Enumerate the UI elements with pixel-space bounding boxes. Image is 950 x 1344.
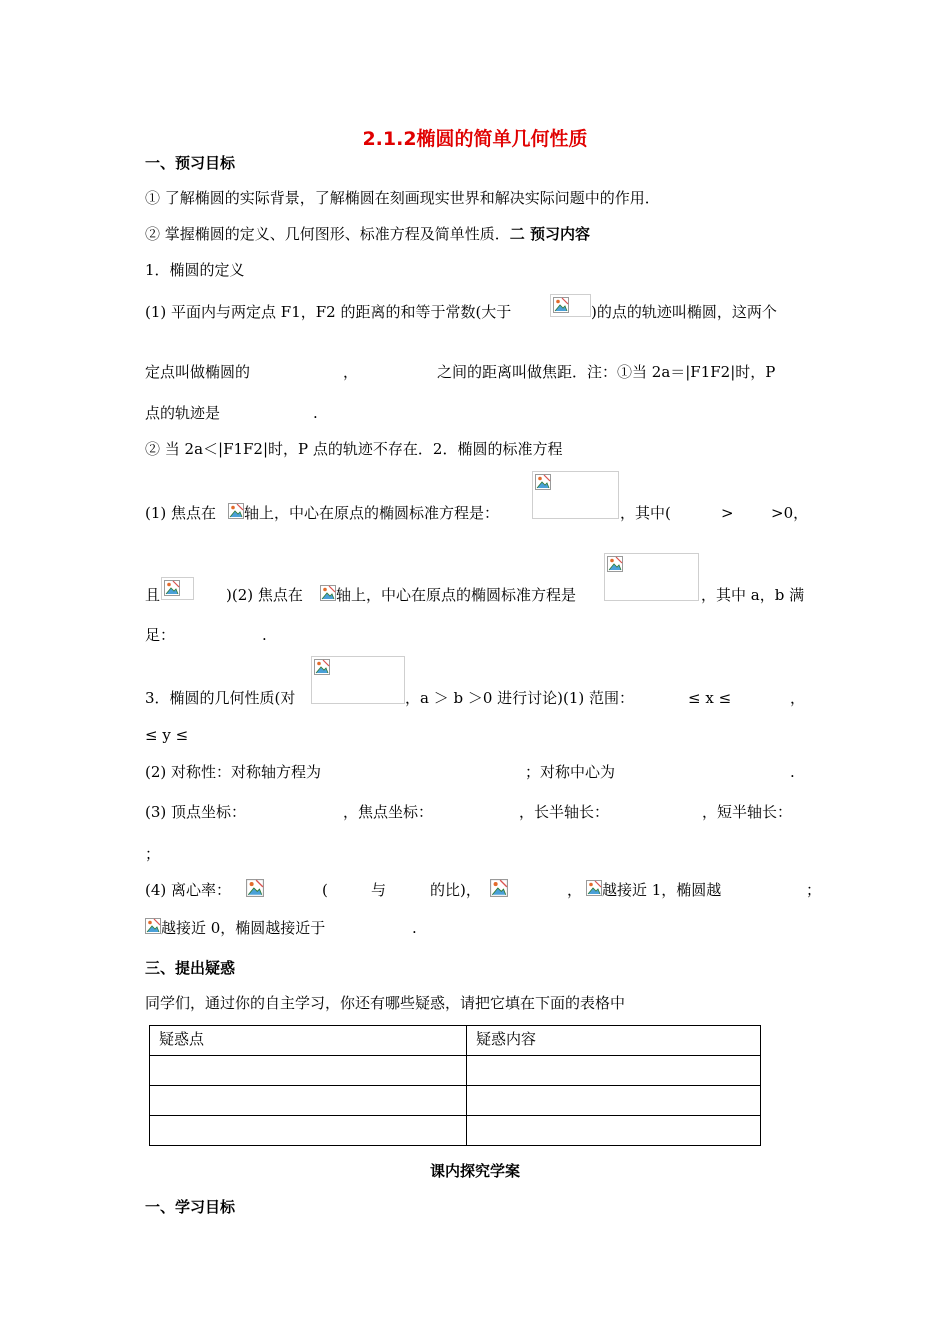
table-header-row <box>150 1026 761 1056</box>
equation-line-1b: 轴上，中心在原点的椭圆标准方程是： <box>244 504 500 522</box>
table-cell[interactable] <box>467 1086 761 1116</box>
formula-image <box>488 879 510 897</box>
broken-image-icon <box>586 880 602 896</box>
equation-line-3: 足： <box>145 626 176 644</box>
eccentricity-near-1: 越接近 1，椭圆越 <box>602 881 722 899</box>
property-line-1a: 3．椭圆的几何性质(对 <box>145 689 296 707</box>
definition-line-1b: )的点的轨迹叫椭圆，这两个 <box>591 303 777 321</box>
symmetry-center: ；对称中心为 <box>525 763 616 781</box>
gt-sign: > <box>721 504 734 522</box>
formula-image <box>604 553 699 601</box>
questions-table <box>149 1025 761 1146</box>
semicolon: ； <box>806 881 822 899</box>
comma: ， <box>790 689 806 707</box>
page-title: 2.1.2椭圆的简单几何性质 <box>362 128 588 150</box>
goal-1: ① 了解椭圆的实际背景，了解椭圆在刻画现实世界和解决实际问题中的作用． <box>145 189 660 207</box>
formula-image <box>161 577 194 600</box>
table-cell[interactable] <box>150 1056 467 1086</box>
table-row[interactable] <box>150 1056 761 1086</box>
semicolon: ； <box>145 845 161 863</box>
period: . <box>790 763 795 781</box>
definition-line-1: (1) 平面内与两定点 F1，F2 的距离的和等于常数(大于 <box>145 303 512 321</box>
word-and: 与 <box>371 881 387 899</box>
table-header-cell: 疑惑内容 <box>467 1026 761 1056</box>
broken-image-icon <box>488 879 510 897</box>
property-line-1b: ，a ＞ b ＞0 进行讨论)(1) 范围： <box>405 689 635 707</box>
broken-image-icon <box>145 918 161 934</box>
period: . <box>262 626 267 644</box>
table-cell[interactable] <box>150 1086 467 1116</box>
equation-line-1c: ，其中( <box>620 504 671 522</box>
definition-line-2c: 之间的距离叫做焦距．注：①当 2a＝|F1F2|时，P <box>437 363 776 381</box>
table-cell[interactable] <box>467 1056 761 1086</box>
period: . <box>412 919 417 937</box>
broken-image-icon <box>607 556 623 572</box>
questions-intro: 同学们，通过你的自主学习，你还有哪些疑惑，请把它填在下面的表格中 <box>145 994 626 1012</box>
table-cell[interactable] <box>467 1116 761 1146</box>
formula-image <box>145 918 161 935</box>
section-learning-goals: 一、学习目标 <box>145 1198 236 1216</box>
eccentricity-label: (4) 离心率： <box>145 881 232 899</box>
focus-coords: ，焦点坐标： <box>343 803 434 821</box>
comma: ， <box>567 881 583 899</box>
formula-image <box>586 880 602 897</box>
range-y: ≤ y ≤ <box>145 726 189 744</box>
definition-line-2a: 定点叫做椭圆的 <box>145 363 251 381</box>
formula-image <box>311 656 405 704</box>
table-row[interactable] <box>150 1116 761 1146</box>
formula-image <box>228 503 244 520</box>
vertex-coords: (3) 顶点坐标： <box>145 803 247 821</box>
definition-line-4: ② 当 2a＜|F1F2|时，P 点的轨迹不存在．2．椭圆的标准方程 <box>145 440 563 458</box>
formula-image <box>550 294 591 317</box>
formula-image <box>244 879 266 897</box>
broken-image-icon <box>535 474 551 490</box>
table-header-cell: 疑惑点 <box>150 1026 467 1056</box>
equation-line-2b: )(2) 焦点在 <box>226 586 303 604</box>
semi-major-axis: ，长半轴长： <box>519 803 610 821</box>
formula-image <box>532 471 619 519</box>
gt-zero: >0， <box>771 504 809 522</box>
eccentricity-near-0: 越接近 0，椭圆越接近于 <box>161 919 326 937</box>
heading-definition: 1．椭圆的定义 <box>145 261 245 279</box>
broken-image-icon <box>320 585 336 601</box>
broken-image-icon <box>553 297 569 313</box>
broken-image-icon <box>244 879 266 897</box>
paren-open: ( <box>322 881 328 899</box>
range-x: ≤ x ≤ <box>688 689 732 707</box>
broken-image-icon <box>164 580 180 596</box>
formula-image <box>320 585 336 602</box>
broken-image-icon <box>314 659 330 675</box>
section-preview-goals: 一、预习目标 <box>145 154 236 172</box>
definition-line-2b: ， <box>343 363 359 381</box>
equation-line-2a: 且 <box>145 586 161 604</box>
ratio-text: 的比)， <box>430 881 481 899</box>
table-row[interactable] <box>150 1086 761 1116</box>
equation-line-2d: ，其中 a，b 满 <box>701 586 805 604</box>
equation-line-2c: 轴上，中心在原点的椭圆标准方程是 <box>336 586 577 604</box>
table-cell[interactable] <box>150 1116 467 1146</box>
symmetry-axis: (2) 对称性：对称轴方程为 <box>145 763 322 781</box>
period: . <box>313 404 318 422</box>
section-preview-content: 二 预习内容 <box>509 225 591 243</box>
broken-image-icon <box>228 503 244 519</box>
semi-minor-axis: ，短半轴长： <box>702 803 793 821</box>
section-questions: 三、提出疑惑 <box>145 959 236 977</box>
equation-line-1a: (1) 焦点在 <box>145 504 217 522</box>
goal-2: ② 掌握椭圆的定义、几何图形、标准方程及简单性质．二 预习内容 <box>145 225 591 243</box>
definition-line-3: 点的轨迹是 <box>145 404 221 422</box>
subsection-title: 课内探究学案 <box>429 1162 520 1180</box>
